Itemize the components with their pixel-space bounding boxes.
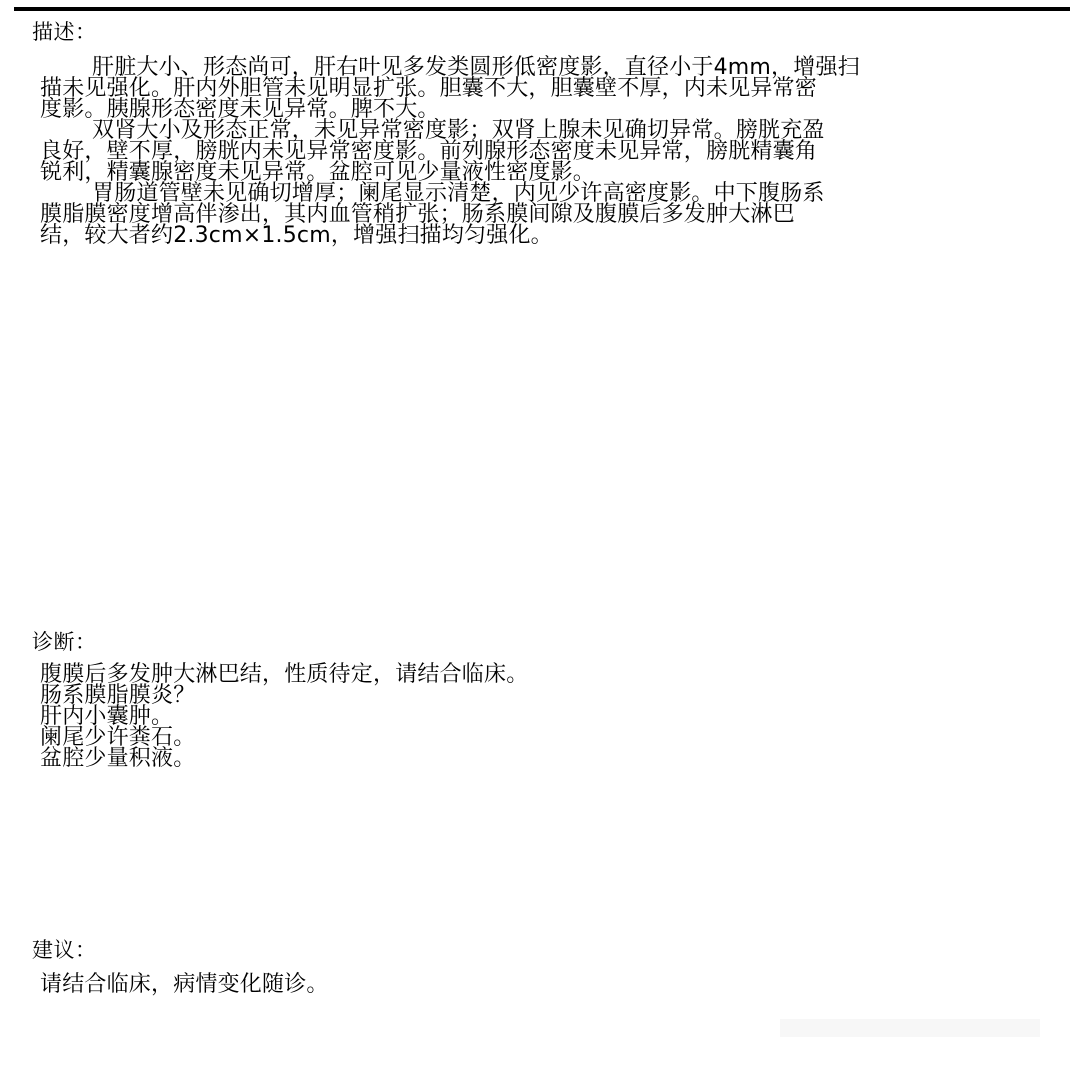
recommendation-line: 请结合临床，病情变化随诊。 (40, 972, 329, 997)
description-line: 锐利，精囊腺密度未见异常。盆腔可见少量液性密度影。 (40, 160, 596, 185)
top-rule (14, 7, 1070, 11)
diagnosis-line: 阑尾少许粪石。 (40, 725, 196, 750)
description-line: 度影。胰腺形态密度未见异常。脾不大。 (40, 97, 440, 122)
description-line: 描未见强化。肝内外胆管未见明显扩张。胆囊不大，胆囊壁不厚，内未见异常密 (40, 76, 818, 101)
description-line: 结，较大者约2.3cm×1.5cm，增强扫描均匀强化。 (40, 223, 553, 248)
diagnosis-line: 肝内小囊肿。 (40, 704, 174, 729)
description-line: 肝脏大小、形态尚可，肝右叶见多发类圆形低密度影，直径小于4mm，增强扫 (92, 55, 860, 80)
diagnosis-line: 肠系膜脂膜炎？ (40, 683, 196, 708)
recommendation-heading: 建议： (32, 938, 97, 962)
description-body (40, 57, 860, 246)
diagnosis-line: 腹膜后多发肿大淋巴结，性质待定，请结合临床。 (40, 662, 529, 687)
description-heading: 描述： (32, 20, 97, 44)
diagnosis-body (40, 664, 528, 769)
description-line: 双肾大小及形态正常，未见异常密度影；双肾上腺未见确切异常。膀胱充盈 (92, 118, 825, 143)
description-line: 胃肠道管壁未见确切增厚；阑尾显示清楚，内见少许高密度影。中下腹肠系 (92, 181, 825, 206)
recommendation-body (40, 974, 329, 995)
diagnosis-heading: 诊断： (32, 630, 97, 654)
diagnosis-line: 盆腔少量积液。 (40, 746, 196, 771)
description-line: 良好，壁不厚，膀胱内未见异常密度影。前列腺形态密度未见异常，膀胱精囊角 (40, 139, 818, 164)
faint-watermark (780, 1019, 1040, 1037)
description-line: 膜脂膜密度增高伴渗出，其内血管稍扩张；肠系膜间隙及腹膜后多发肿大淋巴 (40, 202, 795, 227)
